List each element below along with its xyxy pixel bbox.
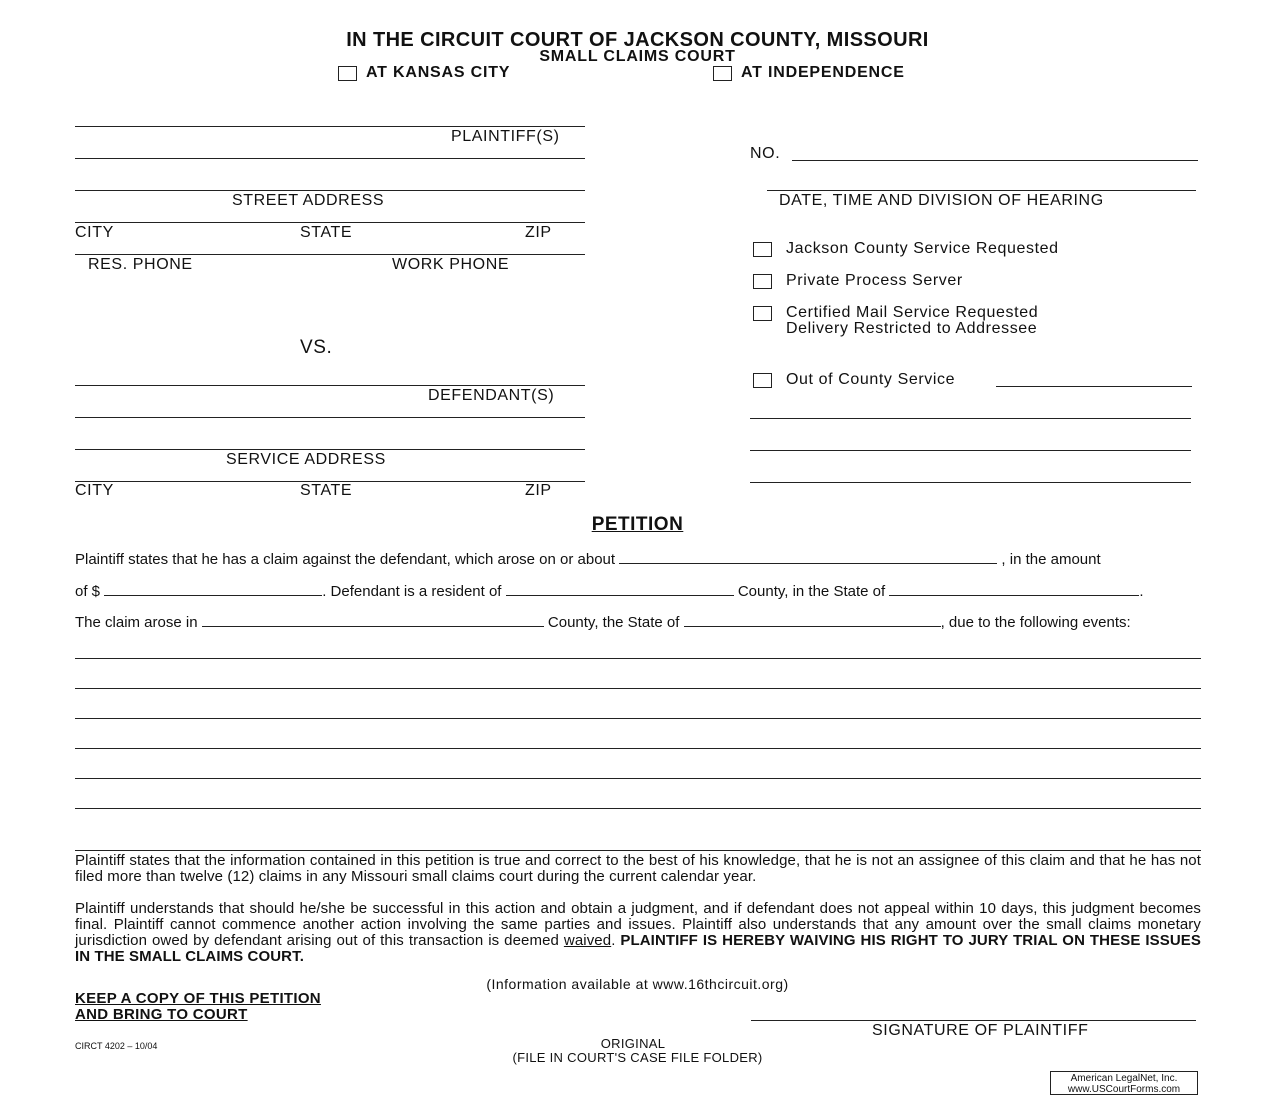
info-line: (Information available at www.16thcircuit.org) <box>486 976 789 992</box>
truth-statement: Plaintiff states that the information contained in this petition is true and correct to the best of his knowledge, that he is not an assignee of this claim and that he has not filed more than twelve (12) claims in any Missouri small claims court during the current calendar year. <box>75 852 1201 885</box>
original-label: ORIGINAL <box>600 1036 666 1051</box>
events-line-3[interactable] <box>75 718 1201 719</box>
jury-waiver-statement: Plaintiff understands that should he/she be successful in this action and obtain a judgment, and if defendant does not appeal within 10 days, this judgment becomes final. Plaintiff cannot commence another action involving the same parties and issues. Plaintiff also understands that any amount over the small claims monetary jurisdiction owed by defendant arising out of this transaction is deemed waived. PLAINTIFF IS HEREBY WAIVING HIS RIGHT TO JURY TRIAL ON THESE ISSUES IN THE SMALL CLAIMS COURT. <box>75 900 1201 965</box>
plaintiff-city-label: CITY <box>75 224 114 241</box>
defendant-state-field[interactable] <box>889 582 1139 596</box>
plaintiff-street-label: STREET ADDRESS <box>232 192 385 209</box>
hearing-line[interactable] <box>767 190 1196 191</box>
signature-line[interactable] <box>751 1020 1196 1021</box>
private-server-label: Private Process Server <box>786 272 963 289</box>
plaintiff-state-label: STATE <box>300 224 353 241</box>
events-line-6[interactable] <box>75 808 1201 809</box>
defendant-name-line[interactable] <box>75 385 585 386</box>
defendant-label: DEFENDANT(S) <box>428 387 555 404</box>
claim-amount-field[interactable] <box>104 582 322 596</box>
case-no-line[interactable] <box>792 160 1198 161</box>
plaintiff-name-line[interactable] <box>75 126 585 127</box>
petition-line-2-text: of $ <box>75 583 101 600</box>
case-no-label: NO. <box>750 145 781 162</box>
out-of-county-line[interactable] <box>996 386 1192 387</box>
out-of-county-label: Out of County Service <box>786 371 956 388</box>
keep-copy-line-1: KEEP A COPY OF THIS PETITION <box>75 990 321 1007</box>
defendant-county-field[interactable] <box>506 582 734 596</box>
events-line-1[interactable] <box>75 658 1201 659</box>
petition-line-3-end: , due to the following events: <box>940 614 1131 631</box>
events-line-2[interactable] <box>75 688 1201 689</box>
plaintiff-label: PLAINTIFF(S) <box>451 128 560 145</box>
plaintiff-phone-line[interactable] <box>75 254 585 255</box>
certified-mail-sublabel: Delivery Restricted to Addressee <box>786 320 1038 337</box>
private-server-checkbox[interactable] <box>753 274 772 289</box>
work-phone-label: WORK PHONE <box>392 256 510 273</box>
court-title: IN THE CIRCUIT COURT OF JACKSON COUNTY, MISSOURI <box>346 29 929 51</box>
events-line-5[interactable] <box>75 778 1201 779</box>
kansas-city-label: AT KANSAS CITY <box>366 64 511 81</box>
service-note-line-2[interactable] <box>750 450 1191 451</box>
legalnet-badge <box>1050 1071 1198 1095</box>
plaintiff-city-line[interactable] <box>75 222 585 223</box>
service-address-label: SERVICE ADDRESS <box>226 451 386 468</box>
form-id: CIRCT 4202 – 10/04 <box>75 1041 158 1051</box>
service-note-line-1[interactable] <box>750 418 1191 419</box>
petition-line-2-resident: . Defendant is a resident of <box>322 583 502 600</box>
petition-line-3-text: The claim arose in <box>75 614 198 631</box>
defendant-service-address-line[interactable] <box>75 449 585 450</box>
independence-checkbox[interactable] <box>713 66 732 81</box>
service-note-line-3[interactable] <box>750 482 1191 483</box>
plaintiff-zip-label: ZIP <box>525 224 552 241</box>
hearing-label: DATE, TIME AND DIVISION OF HEARING <box>779 192 1104 209</box>
independence-label: AT INDEPENDENCE <box>741 64 905 81</box>
vs-label: VS. <box>300 337 333 358</box>
court-subtitle: SMALL CLAIMS COURT <box>539 48 736 65</box>
petition-line-2-end: . <box>1139 583 1144 600</box>
file-note: (FILE IN COURT'S CASE FILE FOLDER) <box>512 1050 763 1065</box>
kansas-city-checkbox[interactable] <box>338 66 357 81</box>
petition-line-3 <box>75 613 1131 631</box>
keep-copy-line-2: AND BRING TO COURT <box>75 1006 248 1023</box>
defendant-city-label: CITY <box>75 482 114 499</box>
defendant-zip-label: ZIP <box>525 482 552 499</box>
claim-date-field[interactable] <box>619 550 997 564</box>
out-of-county-checkbox[interactable] <box>753 373 772 388</box>
res-phone-label: RES. PHONE <box>88 256 193 273</box>
plaintiff-street-line[interactable] <box>75 190 585 191</box>
waived-word: waived <box>563 932 612 949</box>
jackson-service-checkbox[interactable] <box>753 242 772 257</box>
jackson-service-label: Jackson County Service Requested <box>786 240 1059 257</box>
waiver-text: Plaintiff understands that should he/she be successful in this action and obtain a judgment, and if defendant does not appeal within 10 days, this judgment becomes final. Plaintiff cannot commence another action involving the same parties and issues. Plaintiff also understands that any amount over the small claims monetary jurisdiction owed by defendant arising out of this transaction is deemed <box>75 900 1201 949</box>
petition-line-1-end: , in the amount <box>1001 551 1101 568</box>
defendant-name-line-2[interactable] <box>75 417 585 418</box>
petition-line-3-state: County, the State of <box>547 614 680 631</box>
petition-heading: PETITION <box>591 514 684 535</box>
petition-line-1 <box>75 550 1101 568</box>
claim-state-field[interactable] <box>684 613 941 627</box>
legalnet-url: www.USCourtForms.com <box>1067 1084 1181 1095</box>
claim-county-field[interactable] <box>202 613 544 627</box>
events-line-4[interactable] <box>75 748 1201 749</box>
petition-line-2-state: County, in the State of <box>737 583 886 600</box>
events-line-7[interactable] <box>75 850 1201 851</box>
certified-mail-checkbox[interactable] <box>753 306 772 321</box>
petition-line-2 <box>75 582 1143 600</box>
defendant-state-label: STATE <box>300 482 353 499</box>
waiver-bold-text: PLAINTIFF IS HEREBY WAIVING HIS RIGHT TO JURY TRIAL ON THESE ISSUES IN THE SMALL CLAIMS COURT. <box>75 932 1201 965</box>
certified-mail-label: Certified Mail Service Requested <box>786 304 1039 321</box>
signature-label: SIGNATURE OF PLAINTIFF <box>872 1022 1089 1039</box>
legalnet-name: American LegalNet, Inc. <box>1070 1073 1178 1084</box>
petition-line-1-text: Plaintiff states that he has a claim against the defendant, which arose on or about <box>75 551 616 568</box>
plaintiff-name-line-2[interactable] <box>75 158 585 159</box>
